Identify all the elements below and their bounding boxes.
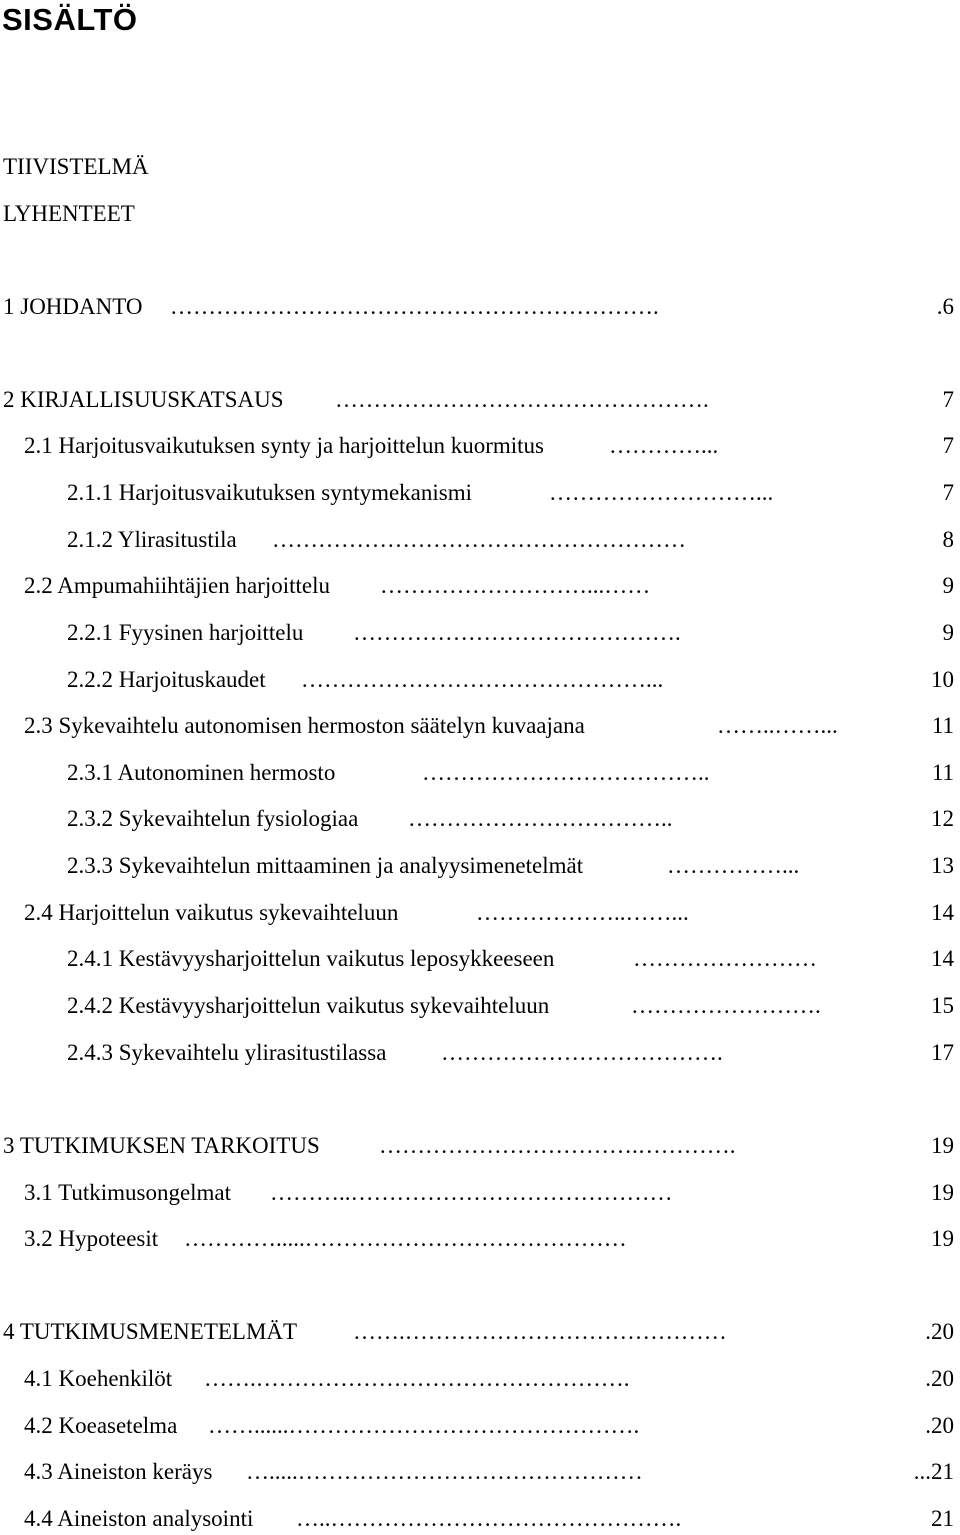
toc-entry-leader: ………………………………. bbox=[441, 1040, 723, 1065]
toc-entry-leader: ………………………………………... bbox=[301, 667, 664, 692]
toc-entry-2-4 bbox=[24, 899, 954, 927]
toc-entry-title: 2.1.2 Ylirasitustila bbox=[67, 527, 237, 552]
toc-entry-3-1 bbox=[24, 1179, 954, 1207]
toc-entry-title: 2.2 Ampumahiihtäjien harjoittelu bbox=[24, 573, 330, 598]
toc-entry-leader: ……………………………………………… bbox=[272, 527, 686, 552]
toc-entry-2-3-3 bbox=[67, 852, 954, 880]
toc-entry-page: 14 bbox=[931, 946, 954, 971]
toc-entry-title: 2.3.3 Sykevaihtelun mittaaminen ja analyysimenetelmät bbox=[67, 853, 584, 878]
toc-entry-title: 2.4.3 Sykevaihtelu ylirasitustilassa bbox=[67, 1040, 387, 1065]
toc-entry-leader: ……………………………………. bbox=[353, 620, 681, 645]
toc-entry-2-4-1 bbox=[67, 945, 954, 973]
toc-entry-page: 14 bbox=[931, 900, 954, 925]
toc-entry-leader: ….....……………………………………… bbox=[246, 1459, 643, 1484]
toc-entry-2-3-1 bbox=[67, 759, 954, 787]
toc-entry-title: 4.4 Aineiston analysointi bbox=[24, 1506, 254, 1531]
toc-entry-page: 9 bbox=[942, 620, 954, 645]
toc-entry-2-3-2 bbox=[67, 805, 954, 833]
toc-entry-2-2-1 bbox=[67, 619, 954, 647]
toc-entry-page: 8 bbox=[942, 527, 954, 552]
toc-entry-2-2-2 bbox=[67, 666, 954, 694]
toc-entry-title: 3.1 Tutkimusongelmat bbox=[24, 1180, 232, 1205]
toc-entry-page: 7 bbox=[942, 480, 954, 505]
toc-entry-title: 2.1.1 Harjoitusvaikutuksen syntymekanismi bbox=[67, 480, 473, 505]
toc-entry-page: 10 bbox=[931, 667, 954, 692]
toc-entry-2-2 bbox=[24, 572, 954, 600]
toc-entry-leader: …………………………….. bbox=[408, 806, 673, 831]
toc-entry-page: .20 bbox=[925, 1366, 954, 1391]
toc-entry-title: 2.4 Harjoittelun vaikutus sykevaihteluun bbox=[24, 900, 399, 925]
toc-entry-leader: ………………..……... bbox=[476, 900, 689, 925]
toc-entry-2-1-1 bbox=[67, 479, 954, 507]
toc-entry-page: 17 bbox=[931, 1040, 954, 1065]
toc-entry-leader: ………………………...…… bbox=[380, 573, 651, 598]
toc-entry-1 bbox=[3, 293, 954, 321]
toc-entry-4-4 bbox=[24, 1505, 954, 1533]
toc-entry-page: 11 bbox=[931, 760, 954, 785]
toc-entry-page: ...21 bbox=[913, 1459, 954, 1484]
toc-entry-title: 2 KIRJALLISUUSKATSAUS bbox=[3, 387, 284, 412]
front-matter-lyhenteet: LYHENTEET bbox=[3, 201, 135, 226]
toc-entry-title: 2.3.1 Autonominen hermosto bbox=[67, 760, 336, 785]
toc-entry-leader: ……..……... bbox=[717, 713, 838, 738]
toc-entry-leader: …………………………………………. bbox=[335, 387, 709, 412]
toc-entry-leader: ……………………. bbox=[631, 993, 821, 1018]
toc-entry-title: 2.2.1 Fyysinen harjoittelu bbox=[67, 620, 304, 645]
toc-entry-2-1 bbox=[24, 432, 954, 460]
page-title: SISÄLTÖ bbox=[2, 2, 138, 37]
toc-entry-leader: ………………………... bbox=[549, 480, 774, 505]
toc-entry-leader: ……………... bbox=[667, 853, 800, 878]
toc-entry-title: 3.2 Hypoteesit bbox=[24, 1226, 159, 1251]
toc-entry-title: 3 TUTKIMUKSEN TARKOITUS bbox=[3, 1133, 320, 1158]
toc-entry-title: 4.1 Koehenkilöt bbox=[24, 1366, 173, 1391]
toc-entry-page: 19 bbox=[931, 1133, 954, 1158]
toc-entry-page: .6 bbox=[936, 294, 954, 319]
toc-entry-leader: …….…………………………………… bbox=[353, 1319, 727, 1344]
toc-entry-leader: …….…………………………………………. bbox=[204, 1366, 630, 1391]
toc-entry-title: 4 TUTKIMUSMENETELMÄT bbox=[3, 1319, 298, 1344]
toc-entry-leader: ……………………………….. bbox=[422, 760, 710, 785]
toc-entry-title: 2.2.2 Harjoituskaudet bbox=[67, 667, 266, 692]
toc-entry-title: 2.4.1 Kestävyysharjoittelun vaikutus leposykkeeseen bbox=[67, 946, 555, 971]
front-matter-tiivistelma: TIIVISTELMÄ bbox=[3, 154, 149, 179]
toc-entry-page: 11 bbox=[931, 713, 954, 738]
toc-entry-leader: …………………………….…………. bbox=[379, 1133, 736, 1158]
toc-entry-page: 21 bbox=[931, 1506, 954, 1531]
toc-entry-3-2 bbox=[24, 1225, 954, 1253]
toc-entry-page: 19 bbox=[931, 1226, 954, 1251]
toc-entry-leader: ……......………………………………………. bbox=[208, 1413, 640, 1438]
toc-entry-3 bbox=[3, 1132, 954, 1160]
toc-entry-title: 4.2 Koeasetelma bbox=[24, 1413, 178, 1438]
toc-entry-leader: ………….....…………………………………… bbox=[184, 1226, 627, 1251]
toc-entry-2-3 bbox=[24, 712, 954, 740]
toc-entry-page: 9 bbox=[942, 573, 954, 598]
toc-entry-page: .20 bbox=[925, 1413, 954, 1438]
toc-entry-page: .20 bbox=[925, 1319, 954, 1344]
toc-entry-page: 12 bbox=[931, 806, 954, 831]
toc-entry-2-1-2 bbox=[67, 526, 954, 554]
toc-entry-leader: ………………………………………………………. bbox=[170, 294, 659, 319]
toc-entry-4 bbox=[3, 1318, 954, 1346]
toc-entry-4-2 bbox=[24, 1412, 954, 1440]
toc-entry-leader: …..………………………………………. bbox=[296, 1506, 682, 1531]
toc-entry-leader: ………..…………………………………… bbox=[270, 1180, 673, 1205]
toc-entry-page: 13 bbox=[931, 853, 954, 878]
toc-entry-2-4-3 bbox=[67, 1039, 954, 1067]
toc-entry-2-4-2 bbox=[67, 992, 954, 1020]
toc-entry-leader: …………………… bbox=[633, 946, 817, 971]
toc-entry-page: 19 bbox=[931, 1180, 954, 1205]
toc-entry-leader: …………... bbox=[609, 433, 719, 458]
toc-entry-title: 1 JOHDANTO bbox=[3, 294, 143, 319]
toc-entry-title: 2.3.2 Sykevaihtelun fysiologiaa bbox=[67, 806, 359, 831]
toc-entry-title: 4.3 Aineiston keräys bbox=[24, 1459, 213, 1484]
toc-entry-page: 15 bbox=[931, 993, 954, 1018]
toc-entry-4-1 bbox=[24, 1365, 954, 1393]
toc-entry-4-3 bbox=[24, 1458, 954, 1486]
toc-entry-2 bbox=[3, 386, 954, 414]
toc-entry-title: 2.3 Sykevaihtelu autonomisen hermoston säätelyn kuvaajana bbox=[24, 713, 585, 738]
toc-entry-title: 2.1 Harjoitusvaikutuksen synty ja harjoittelun kuormitus bbox=[24, 433, 544, 458]
toc-entry-title: 2.4.2 Kestävyysharjoittelun vaikutus sykevaihteluun bbox=[67, 993, 550, 1018]
toc-entry-page: 7 bbox=[942, 433, 954, 458]
toc-entry-page: 7 bbox=[942, 387, 954, 412]
